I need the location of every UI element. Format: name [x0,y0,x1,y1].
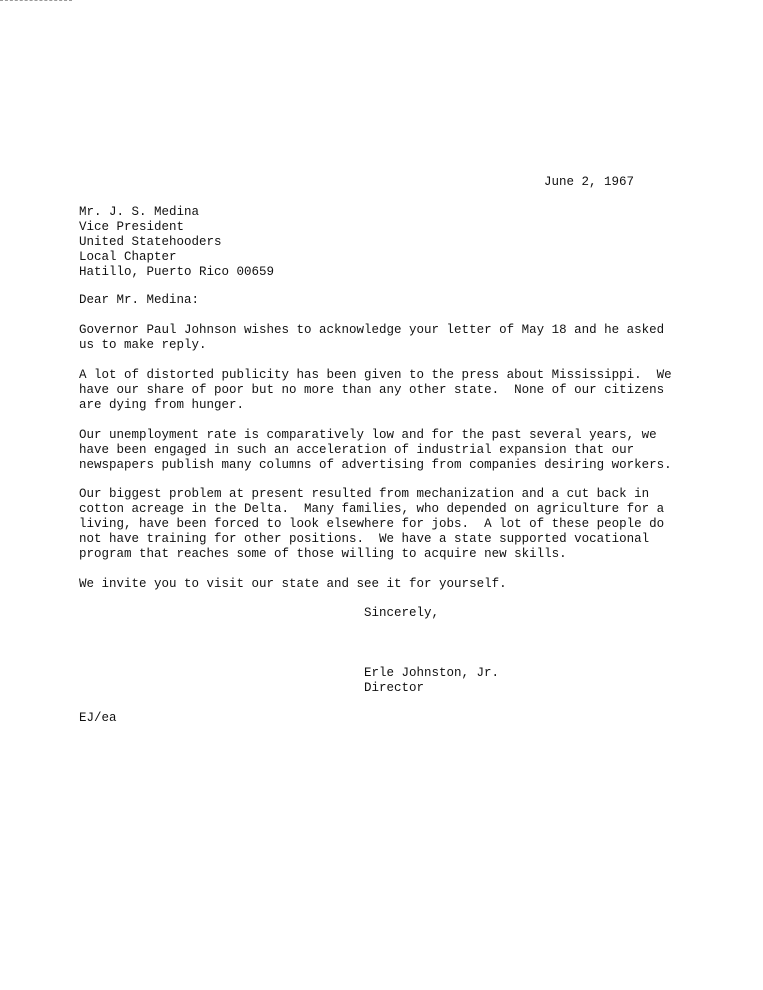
recipient-city: Hatillo, Puerto Rico 00659 [79,265,275,279]
recipient-address [79,205,479,280]
paragraph-line: A lot of distorted publicity has been given to the press about Mississippi. We [79,368,672,382]
paragraph-line: Our biggest problem at present resulted from mechanization and a cut back in [79,487,650,501]
recipient-organization: United Statehooders [79,235,222,249]
paragraph-invitation [79,577,689,592]
signer-name: Erle Johnston, Jr. [364,666,500,680]
paragraph-line: are dying from hunger. [79,398,245,412]
paragraph-acknowledgement [79,323,689,353]
recipient-title: Vice President [79,220,185,234]
paragraph-line: Our unemployment rate is comparatively low and for the past several years, we [79,428,657,442]
paragraph-line: newspapers publish many columns of advertising from companies desiring workers. [79,458,672,472]
recipient-chapter: Local Chapter [79,250,177,264]
paragraph-line: have our share of poor but no more than any other state. None of our citizens [79,383,665,397]
signer-title: Director [364,681,425,695]
letter-date: June 2, 1967 [544,175,635,189]
paragraph-publicity [79,368,689,413]
paragraph-line: cotton acreage in the Delta. Many families, who depended on agriculture for a [79,502,665,516]
paragraph-line: us to make reply. [79,338,207,352]
paragraph-unemployment [79,428,689,473]
recipient-name: Mr. J. S. Medina [79,205,200,219]
signature-block [364,666,499,696]
paragraph-line: Governor Paul Johnson wishes to acknowledge your letter of May 18 and he asked [79,323,665,337]
paragraph-mechanization [79,487,689,562]
salutation: Dear Mr. Medina: [79,293,200,307]
paragraph-line: have been engaged in such an acceleration of industrial expansion that our [79,443,635,457]
scan-edge-marks [0,0,72,3]
reference-initials: EJ/ea [79,711,117,725]
paragraph-line: living, have been forced to look elsewhere for jobs. A lot of these people do [79,517,665,531]
closing: Sincerely, [364,606,440,620]
paragraph-line: program that reaches some of those willing to acquire new skills. [79,547,567,561]
paragraph-line: We invite you to visit our state and see it for yourself. [79,577,507,591]
paragraph-line: not have training for other positions. We have a state supported vocational [79,532,650,546]
